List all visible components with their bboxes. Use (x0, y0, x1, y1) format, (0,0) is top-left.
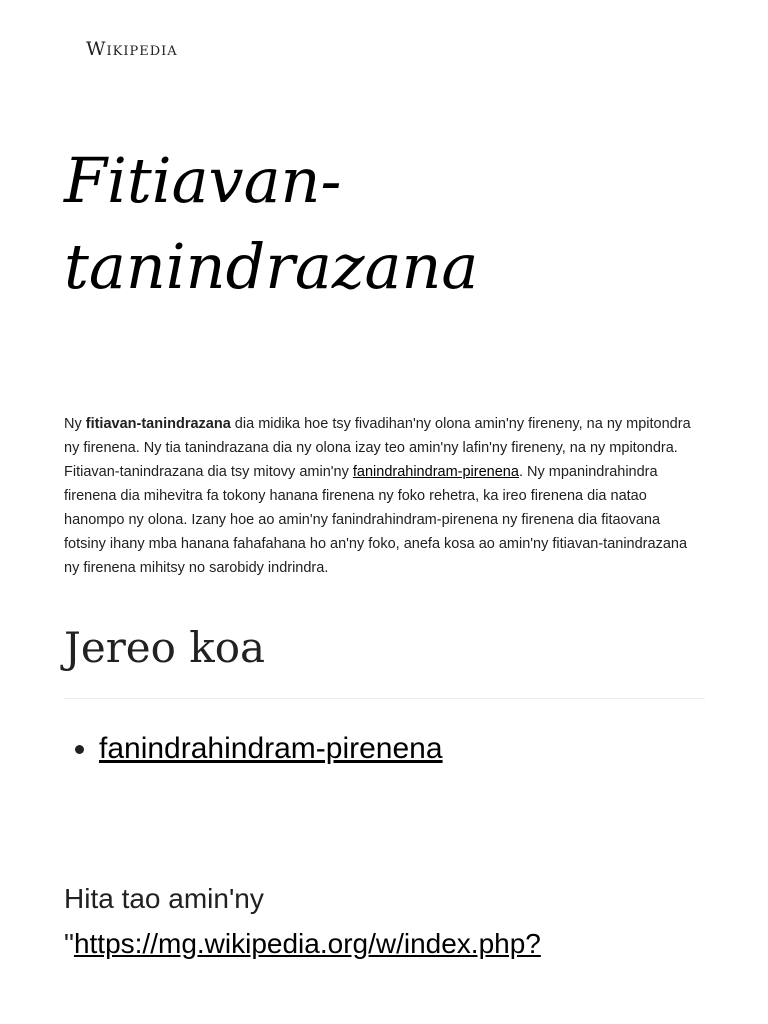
intro-paragraph (64, 412, 704, 580)
retrieved-from (64, 876, 724, 966)
retrieved-quote: " (64, 928, 74, 959)
retrieved-prefix: Hita tao amin'ny (64, 883, 264, 914)
retrieved-url-link[interactable]: https://mg.wikipedia.org/w/index.php? (73, 928, 541, 959)
intro-text-2: dia midika hoe tsy fivadihan'ny olona amin'ny fireneny, na ny mpitondra ny firenena. Ny tia tanindrazana dia ny olona izay teo amin'ny lafin'ny fireneny, na ny mpitondra. Fitiavan-tanindrazana dia tsy mitovy amin'ny (64, 416, 691, 480)
intro-link-fanindrahindram-pirenena[interactable]: fanindrahindram-pirenena (352, 464, 519, 480)
wikipedia-wordmark[interactable]: Wikipedia (86, 38, 178, 60)
see-also-list (64, 728, 443, 770)
section-heading-see-also: Jereo koa (64, 620, 705, 699)
list-item (99, 728, 443, 770)
see-also-link[interactable]: fanindrahindram-pirenena (99, 732, 443, 765)
intro-bold-term: fitiavan-tanindrazana (85, 416, 231, 432)
page-title: Fitiavan-tanindrazana (64, 144, 479, 303)
intro-text-3: . Ny mpanindrahindra firenena dia mihevitra fa tokony hanana firenena ny foko rehetra, ka ireo firenena dia natao hanompo ny olona. Izany hoe ao amin'ny fanindrahindram-pirenena ny firenena dia fitaovana fotsiny ihany mba hanana fahafahana ho an'ny foko, anefa kosa ao amin'ny fitiavan-tanindrazana ny firenena mihitsy no sarobidy indrindra. (64, 464, 688, 576)
intro-text-1: Ny (64, 416, 86, 432)
